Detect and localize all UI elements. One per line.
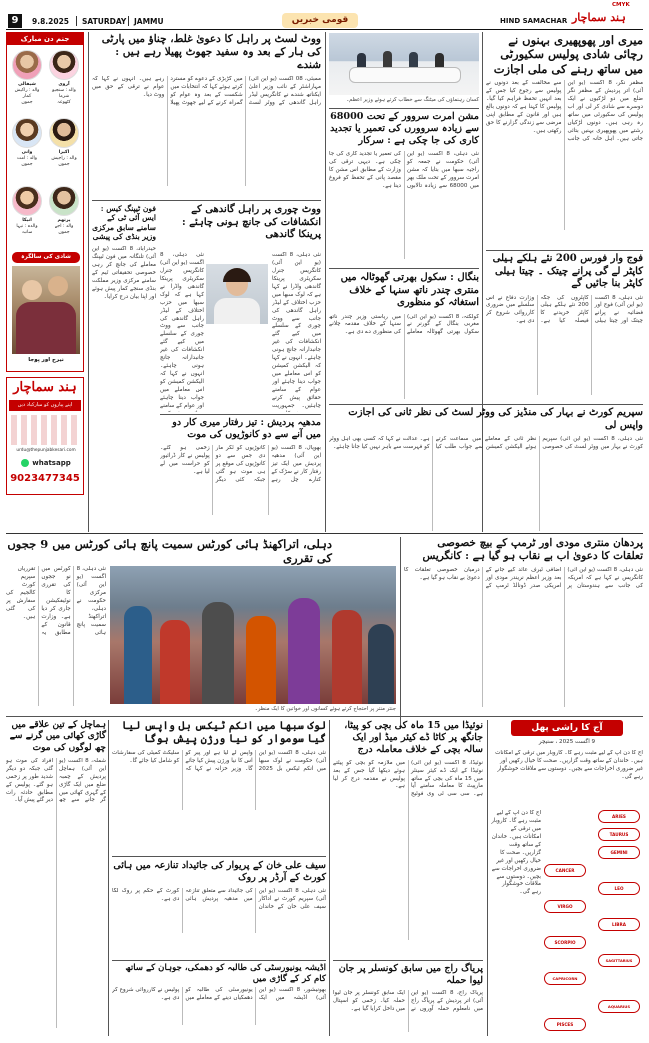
article-delhi (6, 537, 332, 567)
crowd-figure-4 (246, 616, 276, 704)
body-supreme: نئی دہلی، 8 اگست (یو این آئی) سپریم کورٹ نے بہار میں ووٹر لسٹ کی خصوصی نظر ثانی کے معاملے میں سماعت کرتے ہوئے الیکشن کمیشن سے جواب طلب کیا ہے۔ عدالت نے کہا کہ کسی بھی اہل ووٹر کو فہرست سے باہر نہیں کیا جانا چاہئے۔ (329, 436, 643, 450)
body-himachal: شملہ، 8 اگست (یو این آئی) ہماچل پردیش کے چمبہ ضلع میں ایک گاڑی کے گہری کھائی میں گر جانے سے چھ افراد کی موت ہو گئی جبکہ دو دیگر شدید طور پر زخمی ہو گئے۔ پولیس کے مطابق حادثہ رات دیر گئے پیش آیا۔ (6, 757, 106, 804)
kid-parent-2: والد : سنجیو شرما (52, 87, 76, 99)
crowd-figure-5 (288, 598, 320, 704)
horoscope-title: آج کا راشی پھل (511, 720, 623, 736)
kid-name-3: وانی (21, 150, 33, 155)
zodiac-pisces: PISCES (544, 1018, 586, 1031)
page-header (0, 0, 649, 30)
kid-parent-5: والدہ : نیہا (16, 223, 38, 229)
article-army (486, 253, 643, 403)
kid-caption-3 (10, 150, 44, 168)
body-marriage: مظفر نگر، 8 اگست (یو این آئی) اتر پردیش کے مظفر نگر ضلع میں دو لڑکیوں نے ایک دوسرے سے شادی کر لی اور اب پولیس کی سکیورٹی میں ساتھ رہ رہی ہیں۔ دونوں لڑکیاں رشتے میں پھوپھیری بہنیں بتائی جاتی ہیں۔ اہل خانہ کی جانب سے مخالفت کے بعد دونوں نے پولیس سے رجوع کیا جس کے بعد انہیں تحفظ فراہم کیا گیا۔ پولیس کا کہنا ہے کہ دونوں بالغ ہیں اور قانون کے مطابق اپنی مرضی سے زندگی گزارنے کا حق رکھتی ہیں۔ (486, 80, 643, 142)
zodiac-aries: ARIES (598, 810, 640, 823)
kid-city-3: جموں (21, 161, 33, 167)
article-amrit (329, 111, 479, 266)
anniversary-caption: نیرج اور پوجا (28, 357, 64, 363)
header-separator-2 (128, 16, 129, 26)
anniversary-title: شادی کی سالگرہ (12, 252, 80, 263)
zodiac-sagittarius: SAGITTARIUS (598, 954, 640, 967)
article-himachal (6, 720, 106, 1036)
zodiac-virgo: VIRGO (544, 900, 586, 913)
whatsapp-label: whatsapp (32, 459, 71, 467)
kid-city-6: جموں (58, 229, 70, 235)
crowd-figure-6 (332, 610, 362, 704)
protest-caption: جنتر منتر پر احتجاج کرتے ہوئے کسانوں اور خواتین کا ایک منظر۔ (254, 706, 396, 712)
crowd-figure-3 (202, 602, 234, 704)
divider-lower-left (108, 720, 109, 1036)
ad-box (6, 377, 84, 495)
page-number: 9 (8, 14, 22, 28)
divider-horoscope (487, 720, 488, 1036)
headline-bengal: بنگال : سکول بھرتی گھوٹالہ میں منتری چندر ناتھ سنہا کے خلاف استغاثہ کو منظوری (340, 272, 479, 308)
crowd-figure-1 (124, 606, 152, 704)
article-mp (160, 417, 321, 529)
body-amrit: نئی دہلی، 8 اگست (یو این آئی) حکومت نے جمعہ کو راجیہ سبھا میں بتایا کہ مشن امرت سروور کے تحت ملک بھر میں 68000 سے زیادہ تالابوں کی تعمیر یا تجدید کاری کی جا چکی ہے۔ دیہی ترقی کی وزارت کے مطابق اس مشن کا مقصد پانی کے تحفظ کو فروغ دینا ہے۔ (329, 150, 479, 189)
brand-ur: ہند سماچار (572, 11, 626, 24)
body-shinde: ممبئی، 08 اگست (یو این آئی) مہاراشٹر کے نائب وزیر اعلیٰ ایکناتھ شندے نے کانگریس لیڈر راہل گاندھی کے ووٹر لسٹ میں گڑبڑی کے دعوے کو مسترد کرتے ہوئے کہا کہ انتخابات میں شکست کے بعد وہ عوام کو گمراہ کرنے کے لیے جھوٹ پھیلا رہے ہیں۔ انہوں نے کہا کہ عوام نے ترقی کے حق میں ووٹ دیا۔ (92, 76, 321, 107)
kid-caption-6 (47, 218, 81, 236)
anniversary-photo (12, 266, 80, 354)
meeting-caption: کسان رہنماؤں کی میٹنگ سے خطاب کرتے ہوئے وزیر اعظم۔ (346, 97, 479, 103)
cmyk-mark: CMYK (612, 2, 630, 8)
brand-en: HIND SAMACHAR (500, 17, 568, 25)
kid-parent-6: والد : اجے (54, 223, 74, 229)
body-modi-trump: نئی دہلی، 8 اگست (یو این آئی) کانگریس نے کہا ہے کہ امریکہ کی جانب سے ہندوستان پر اضافی ٹیرف عائد کیے جانے کے بعد وزیر اعظم نریندر مودی اور امریکی صدر ڈونالڈ ٹرمپ کے درمیان خصوصی تعلقات کا دعویٰ بے نقاب ہو گیا ہے۔ (404, 567, 643, 590)
divider-lower-mid (329, 720, 330, 1036)
article-loksabha (112, 720, 326, 820)
protest-photo (110, 566, 396, 704)
priyanka-hair (223, 268, 251, 282)
horoscope-general: آج کا دن آپ کے لیے مثبت رہے گا۔ کاروبار میں ترقی کے امکانات ہیں۔ خاندان کے ساتھ وقت گزاریں۔ صحت کا خیال رکھیں اور غیر ضروری اخراجات سے بچیں۔ دوستوں سے ملاقات خوشگوار رہے گی۔ (495, 750, 643, 780)
rule-m2 (329, 268, 479, 269)
rule-c1 (92, 200, 321, 201)
body-vote-theft-2: نئی دہلی، 8 اگست (یو این آئی) کانگریس جنرل سکریٹری پرینکا گاندھی واڈرا نے کہا ہے کہ لوک سبھا میں حزب اختلاف کے لیڈر راہل گاندھی کی جانب سے ووٹ چوری کے سلسلے میں کیے گئے انکشافات کی غیر جانبدارانہ جانچ ہونی چاہئے۔ انہوں نے کہا کہ الیکشن کمیشن کو اس معاملے میں جواب دینا چاہئے اور عوام کے سامنے (160, 252, 204, 409)
headline-loksabha: لوک سبھا میں انکم ٹیکس بل واپس لیا گیا سوموار کو نیا ورژن پیش ہوگا (121, 720, 326, 746)
kid-name-2: آروی (58, 82, 70, 87)
headline-saif: سیف علی خان کے پریوار کی جائیداد تنازعہ میں ہائی کورٹ کے آرڈر پر روک (113, 860, 326, 883)
body-delhi-left: نئی دہلی، 8 اگست (یو این آئی) مرکزی حکومت نے دہلی، اتراکھنڈ سمیت پانچ ہائی کورٹس میں نو ججوں کی تقرری کا نوٹیفکیشن جاری کر دیا ہے۔ وزارت قانون کے مطابق یہ تقرریاں سپریم کورٹ کالجیم کی سفارش پر کی گئی ہیں۔ (6, 566, 106, 636)
zodiac-scorpio: SCORPIO (544, 936, 586, 949)
couple-figure-1 (22, 280, 42, 300)
person-1 (357, 53, 366, 67)
ad-brand: ہند سماچار (13, 380, 77, 395)
headline-delhi: دہلی، اتراکھنڈ ہائی کورٹس سمیت پانچ ہائی کورٹس میں 9 ججوں کی تقرری (7, 537, 332, 566)
zodiac-cancer: CANCER (544, 864, 586, 877)
kid-name-5: انیکا (22, 218, 32, 223)
zodiac-capricorn: CAPRICORN (544, 972, 586, 985)
kid-photo-4 (49, 118, 79, 148)
rule-r1 (486, 250, 643, 251)
couple-body (16, 302, 76, 354)
rule-m1 (329, 108, 479, 109)
ad-email: urdu@thepunjabkesari.com (16, 448, 76, 453)
kid-parent-3: والد : امت (16, 155, 38, 161)
divider-mid (325, 32, 326, 532)
header-date: 9.8.2025 (32, 17, 70, 26)
ad-illustration (11, 415, 81, 445)
zodiac-aquarius: AQUARIUS (598, 1000, 640, 1013)
article-shinde (92, 33, 321, 198)
header-rule (6, 29, 643, 30)
body-loksabha: نئی دہلی، 8 اگست (یو این آئی) حکومت نے لوک سبھا میں انکم ٹیکس بل 2025 واپس لے لیا ہے اور پیر کو اس کا نیا ورژن پیش کیا جائے گا۔ وزیر خزانہ نے کہا کہ سلیکٹ کمیٹی کی سفارشات کو شامل کیا جائے گا۔ (112, 750, 326, 773)
headline-army: فوج وار فورس 200 نئے ہلکے ہیلی کاپٹر لے گی پرانے چیتک ۔ چیتا ہیلی کاپٹر بنا جائیں گے (492, 253, 643, 289)
kid-parent-1: والد : راکیش کمار (14, 87, 40, 99)
article-saif (112, 860, 326, 940)
body-vote-theft: نئی دہلی، 8 اگست (یو این آئی) کانگریس جنرل سکریٹری پرینکا گاندھی واڈرا نے کہا ہے کہ لوک سبھا میں حزب اختلاف کے لیڈر راہل گاندھی کی جانب سے ووٹ چوری کے سلسلے میں کیے گئے انکشافات کی غیر جانبدارانہ جانچ ہونی چاہئے۔ انہوں نے کہا کہ الیکشن کمیشن کو اس معاملے میں جواب دینا چاہئے اور عوام کے سامنے حقائق پیش کرنے چاہئیں۔ جمہوریت (272, 252, 321, 409)
ad-phone: 9023477345 (10, 473, 80, 484)
body-noida: نوئیڈا، 8 اگست (یو این آئی) نوئیڈا کے ایک ڈے کیئر سینٹر میں 15 ماہ کی بچی کے ساتھ مارپیٹ کا معاملہ سامنے آیا ہے۔ سی سی ٹی وی فوٹیج میں ملازمہ کو بچی کو پیٹتے ہوئے دیکھا گیا جس کے بعد پولیس نے مقدمہ درج کر لیا ہے۔ (333, 759, 483, 798)
headline-marriage: میری اور پھوپھیری بہنوں نے رچائی شادی پولیس سکیورٹی میں ساتھ رہنے کی ملی اجازت (493, 33, 643, 76)
article-vote-theft (160, 204, 321, 250)
kid-city-1: جموں (21, 99, 33, 105)
meeting-table (349, 67, 461, 83)
kid-name-6: پرتھم (57, 218, 71, 223)
body-saif: نئی دہلی، 8 اگست (یو این آئی) سپریم کورٹ نے اداکار سیف علی خان کے خاندان کی جائیداد سے متعلق تنازعہ میں مدھیہ پردیش ہائی کورٹ کے حکم پر روک لگا دی ہے۔ (112, 887, 326, 910)
headline-noida: نوئیڈا میں 15 ماہ کی بچی کو پیٹا، جانگھ پر کاٹا ڈے کیئر میڈ اور ایک سالہ بچی کے خلاف معاملہ درج (344, 720, 483, 755)
kid-photo-6 (49, 186, 79, 216)
kid-photo-2 (49, 50, 79, 80)
ad-tagline: اپنے پیاروں کو مبارکباد دیں (9, 400, 81, 411)
rule-c2 (160, 414, 321, 415)
headline-himachal: ہماچل کے تین علاقے میں گاڑی کھائی میں گرنے سے چھ لوگوں کی موت (9, 720, 106, 753)
kid-caption-2 (47, 82, 81, 106)
header-separator (76, 16, 77, 26)
whatsapp-icon (21, 459, 29, 467)
kid-city-5: سانبہ (21, 229, 33, 235)
priyanka-body (214, 298, 260, 324)
kid-city-4: جموں (58, 161, 70, 167)
kid-photo-5 (12, 186, 42, 216)
kid-name-4: اکیرا (58, 150, 70, 155)
article-modi-trump (404, 537, 643, 723)
headline-modi-trump: پردھان منتری مودی اور ٹرمپ کے بیچ خصوصی تعلقات کا دعویٰ اب بے نقاب ہو گیا ہے : کانگریس (422, 537, 643, 563)
article-bengal (329, 272, 479, 402)
zodiac-leo: LEO (598, 882, 640, 895)
headline-amrit: مشن امرت سروور کے تحت 68000 سے زیادہ سروورں کی تعمیر یا تجدید کاری کی جا چکی ہے : سرکار (330, 111, 479, 146)
headline-odisha: اڈیشہ یونیورسٹی کی طالبہ کو دھمکی، جوہان کے ساتھ کام کر کے گاڑی میں (125, 963, 326, 984)
person-2 (383, 51, 392, 67)
body-army: نئی دہلی، 8 اگست (یو این آئی) فوج اور فضائیہ نے پرانے چیتک اور چیتا ہیلی کاپٹروں کی جگہ 200 نئے ہلکے ہیلی کاپٹر خریدنے کا فیصلہ کیا ہے۔ وزارت دفاع نے اس سلسلے میں ضروری کارروائی شروع کر دی ہے۔ (486, 294, 643, 325)
article-supreme (329, 407, 643, 529)
whatsapp-badge (13, 457, 79, 469)
zodiac-libra: LIBRA (598, 918, 640, 931)
rule-saif (112, 960, 326, 961)
header-city: JAMMU (134, 17, 164, 26)
article-marriage (486, 33, 643, 248)
kid-photo-3 (12, 118, 42, 148)
person-3 (409, 52, 418, 67)
crowd-figure-7 (368, 624, 394, 704)
headline-shinde: ووٹ لسٹ پر راہل کا دعویٰ غلط، چناؤ میں پارٹی کی ہار کے بعد وہ سفید جھوٹ پھیلا رہے ہیں : شندے (101, 33, 321, 72)
article-phone-tapping (92, 204, 156, 414)
divider-left (88, 32, 89, 532)
horoscope-subtitle: 9 اگست 2025 ، سنیچر (538, 739, 596, 745)
body-bengal: کولکتہ، 8 اگست (یو این آئی) مغربی بنگال کے گورنر نے سکول بھرتی گھوٹالہ معاملے میں ریاستی وزیر چندر ناتھ سنہا کے خلاف مقدمہ چلانے کی منظوری دے دی ہے۔ (329, 313, 479, 336)
kid-city-2: کٹھوعہ (57, 99, 71, 105)
article-prayagraj (333, 963, 483, 1037)
birthday-title: جنم دن مبارک (7, 33, 83, 45)
rule-noida (333, 960, 483, 961)
rule-ls (112, 856, 326, 857)
crowd-figure-2 (160, 620, 190, 704)
divider-lower-right (400, 537, 401, 727)
zodiac-taurus: TAURUS (598, 828, 640, 841)
zodiac-notes-left: آج کا دن آپ کے لیے مثبت رہے گا۔ کاروبار میں ترقی کے امکانات ہیں۔ خاندان کے ساتھ وقت گزاریں۔ صحت کا خیال رکھیں اور غیر ضروری اخراجات سے بچیں۔ دوستوں سے ملاقات خوشگوار رہے گی۔ (491, 810, 541, 896)
headline-prayagraj: پریاگ راج میں سابق کونسلر پر جان لیوا حملہ (338, 963, 483, 986)
article-noida (333, 720, 483, 956)
section-title: قومی خبریں (282, 13, 358, 28)
rule-lower-2 (6, 716, 643, 717)
body-prayagraj: پریاگ راج، 8 اگست (یو این آئی) اتر پردیش کے پریاگ راج میں نامعلوم حملہ آوروں نے ایک سابق کونسلر پر جان لیوا حملہ کیا۔ زخمی کو اسپتال میں داخل کرایا گیا ہے۔ (333, 989, 483, 1012)
body-odisha: بھونیشور، 8 اگست (یو این آئی) اڈیشہ میں ایک یونیورسٹی کی طالبہ کو دھمکیاں دینے کے معاملے میں پولیس نے کارروائی شروع کر دی ہے۔ (112, 987, 326, 1002)
headline-mp: مدھیہ پردیش : تیز رفتار میری کار دو میں آنے سے دو کانوڑیوں کی موت (172, 417, 321, 440)
kid-name-1: شیفالی (18, 82, 36, 87)
kid-caption-5 (10, 218, 44, 236)
headline-phone-tapping: فون ٹیپنگ کیس : ایس آئی ٹی کے سامنے سابق مرکزی وزیر بنڈی کی پیشی (92, 204, 156, 242)
header-day: SATURDAY (82, 17, 127, 26)
headline-vote-theft: ووٹ چوری پر راہل گاندھی کے انکشافات کی جانچ ہونی چاہئے : پرینکا گاندھی (181, 204, 321, 240)
rule-supreme (329, 404, 643, 405)
body-mp: بھوپال، 8 اگست (یو این آئی) مدھیہ پردیش میں ایک تیز رفتار کار نے سڑک کے کنارے چل رہے کانوڑیوں کو ٹکر مار دی جس سے دو کانوڑیوں کی موقع پر ہی موت ہو گئی جبکہ کئی دیگر زخمی ہو گئے۔ پولیس نے کار ڈرائیور کو حراست میں لے لیا ہے۔ (160, 444, 321, 483)
meeting-photo (329, 33, 479, 95)
rule-lower (6, 533, 643, 534)
priyanka-photo (206, 264, 268, 324)
zodiac-gemini: GEMINI (598, 846, 640, 859)
kid-caption-1 (10, 82, 44, 106)
article-odisha (112, 963, 326, 1037)
kid-caption-4 (47, 150, 81, 168)
headline-supreme: سپریم کورٹ نے بہار کی منڈیز کی ووٹر لسٹ کی نظر ثانی کی اجازت واپس لی (348, 407, 643, 431)
person-4 (435, 53, 444, 67)
couple-figure-2 (48, 276, 68, 296)
body-phone-tapping: حیدرآباد، 8 اگست (یو این آئی) تلنگانہ میں فون ٹیپنگ معاملے کی جانچ کر رہی خصوصی تحقیقاتی ٹیم کے سامنے مرکزی وزیر مملکت بنڈی سنجے کمار پیش ہوئے اور اپنا بیان درج کرایا۔ (92, 245, 156, 300)
kid-photo-1 (12, 50, 42, 80)
kid-parent-4: والد : راجیش (51, 155, 77, 161)
